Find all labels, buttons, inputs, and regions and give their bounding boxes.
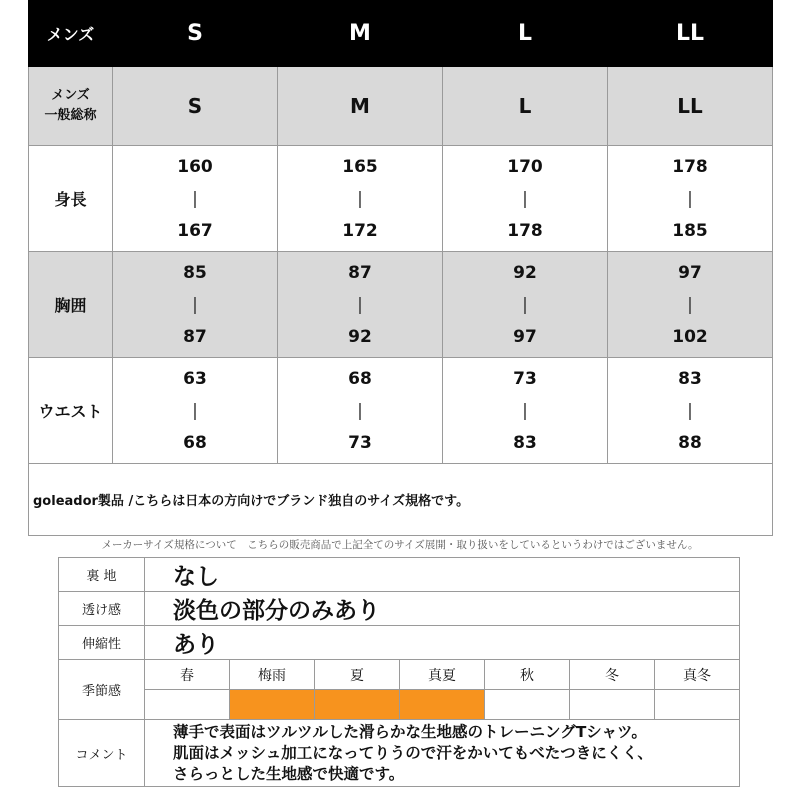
season-indicator-winter [570, 690, 655, 720]
range-min: 165 [342, 156, 378, 177]
range-separator: | [522, 400, 528, 421]
season-autumn: 秋 [485, 660, 570, 690]
general-size-row [29, 67, 773, 146]
range-max: 167 [177, 220, 213, 241]
height-label: 身長 [29, 146, 113, 252]
chest-row [29, 252, 773, 358]
general-size-s: S [113, 67, 278, 146]
range-min: 83 [678, 368, 702, 389]
general-size-l: L [443, 67, 608, 146]
range-max: 178 [507, 220, 543, 241]
height-l [443, 146, 608, 252]
chest-l [443, 252, 608, 358]
header-row-label: メンズ [29, 1, 113, 67]
chest-s [113, 252, 278, 358]
sheer-label: 透け感 [59, 592, 145, 626]
brand-note: goleador製品 /こちらは日本の方向けでブランド独自のサイズ規格です。 [29, 464, 773, 536]
general-size-m: M [278, 67, 443, 146]
range-max: 92 [348, 326, 372, 347]
brand-note-row [29, 464, 773, 536]
size-disclaimer: メーカーサイズ規格について こちらの販売商品で上記全てのサイズ展開・取り扱いをしているというわけではございません。 [101, 539, 699, 551]
header-size-l: L [443, 1, 608, 67]
range-min: 97 [678, 262, 702, 283]
lining-value: なし [145, 558, 740, 592]
header-size-m: M [278, 1, 443, 67]
season-label: 季節感 [59, 660, 145, 720]
stretch-value: あり [145, 626, 740, 660]
header-size-s: S [113, 1, 278, 67]
stretch-row [59, 626, 740, 660]
season-indicator-spring [145, 690, 230, 720]
size-table [28, 0, 773, 536]
range-max: 172 [342, 220, 378, 241]
header-size-ll: LL [608, 1, 773, 67]
waist-ll [608, 358, 773, 464]
season-midsummer: 真夏 [400, 660, 485, 690]
range-separator: | [357, 400, 363, 421]
range-separator: | [192, 188, 198, 209]
lining-label: 裏 地 [59, 558, 145, 592]
range-max: 87 [183, 326, 207, 347]
season-spring: 春 [145, 660, 230, 690]
range-min: 73 [513, 368, 537, 389]
attribute-table [58, 557, 740, 787]
range-max: 97 [513, 326, 537, 347]
range-min: 178 [672, 156, 708, 177]
range-min: 170 [507, 156, 543, 177]
season-indicator-row [59, 690, 740, 720]
sheer-row [59, 592, 740, 626]
season-indicator-midwinter [655, 690, 740, 720]
range-separator: | [357, 294, 363, 315]
size-header-row [29, 1, 773, 67]
lining-row [59, 558, 740, 592]
range-max: 102 [672, 326, 708, 347]
waist-row [29, 358, 773, 464]
chest-m [278, 252, 443, 358]
height-ll [608, 146, 773, 252]
range-separator: | [687, 400, 693, 421]
range-separator: | [687, 188, 693, 209]
range-max: 68 [183, 432, 207, 453]
range-separator: | [522, 188, 528, 209]
range-min: 63 [183, 368, 207, 389]
season-midwinter: 真冬 [655, 660, 740, 690]
comment-row [59, 720, 740, 787]
height-row [29, 146, 773, 252]
range-separator: | [687, 294, 693, 315]
height-s [113, 146, 278, 252]
season-summer: 夏 [315, 660, 400, 690]
sheer-value: 淡色の部分のみあり [145, 592, 740, 626]
range-separator: | [522, 294, 528, 315]
range-min: 87 [348, 262, 372, 283]
waist-label: ウエスト [29, 358, 113, 464]
range-max: 83 [513, 432, 537, 453]
range-separator: | [357, 188, 363, 209]
comment-text [145, 720, 740, 787]
range-separator: | [192, 294, 198, 315]
general-row-label [29, 67, 113, 146]
range-separator: | [192, 400, 198, 421]
range-max: 73 [348, 432, 372, 453]
season-indicator-summer [315, 690, 400, 720]
general-row-label-line2: 一般総称 [44, 108, 97, 123]
range-max: 185 [672, 220, 708, 241]
range-min: 68 [348, 368, 372, 389]
season-indicator-rainy [230, 690, 315, 720]
season-rainy: 梅雨 [230, 660, 315, 690]
season-winter: 冬 [570, 660, 655, 690]
comment-line-2: 肌面はメッシュ加工になってりうので汗をかいてもべたつきにくく、 [173, 743, 653, 762]
season-indicator-autumn [485, 690, 570, 720]
general-size-ll: LL [608, 67, 773, 146]
stretch-label: 伸縮性 [59, 626, 145, 660]
height-m [278, 146, 443, 252]
comment-line-1: 薄手で表面はツルツルした滑らかな生地感のトレーニングTシャツ。 [173, 722, 647, 741]
season-header-row [59, 660, 740, 690]
general-row-label-line1: メンズ [51, 88, 90, 103]
chest-label: 胸囲 [29, 252, 113, 358]
comment-label: コメント [59, 720, 145, 787]
chest-ll [608, 252, 773, 358]
waist-s [113, 358, 278, 464]
waist-m [278, 358, 443, 464]
season-indicator-midsummer [400, 690, 485, 720]
range-max: 88 [678, 432, 702, 453]
range-min: 85 [183, 262, 207, 283]
range-min: 92 [513, 262, 537, 283]
range-min: 160 [177, 156, 213, 177]
waist-l [443, 358, 608, 464]
comment-line-3: さらっとした生地感で快適です。 [173, 764, 405, 783]
